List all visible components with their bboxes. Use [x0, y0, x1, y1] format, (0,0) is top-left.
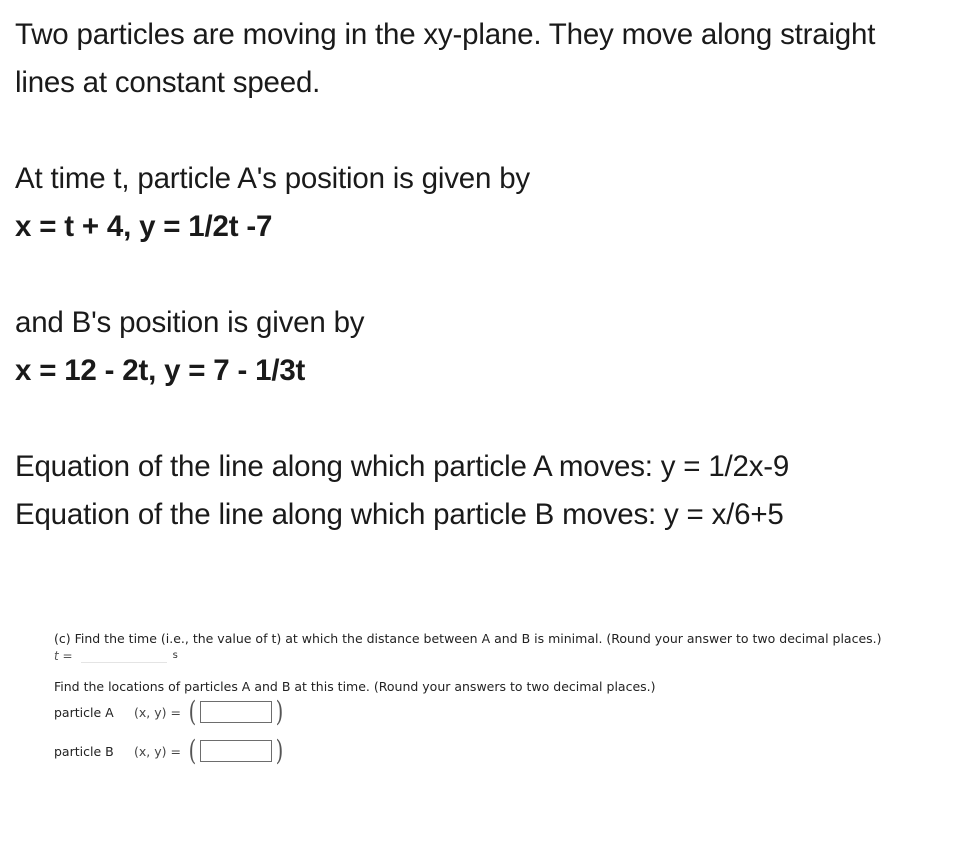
question-c-prompt: (c) Find the time (i.e., the value of t) at which the distance between A and B is minimal. (Round your answer to two decimal places.) [54, 631, 882, 646]
particle-a-description [15, 155, 530, 251]
particle-a-xy-label: (x, y) = [134, 704, 181, 720]
particle-a-open-paren: ( [188, 695, 197, 728]
time-label: t = [54, 648, 73, 663]
particle-b-location-input[interactable] [200, 740, 272, 762]
time-answer-row [54, 648, 178, 663]
particle-a-label: particle A [54, 704, 114, 720]
locations-prompt: Find the locations of particles A and B at this time. (Round your answers to two decimal places.) [54, 679, 656, 694]
line-equation-b: Equation of the line along which particle B moves: y = x/6+5 [15, 498, 784, 531]
particle-b-open-paren: ( [188, 734, 197, 767]
particle-a-close-paren: ) [275, 695, 284, 728]
particle-b-close-paren: ) [275, 734, 284, 767]
particle-a-answer-row [54, 696, 285, 728]
intro-text [15, 11, 875, 107]
intro-line-2: lines at constant speed. [15, 66, 321, 99]
particle-b-label: particle B [54, 743, 114, 759]
particle-a-location-input[interactable] [200, 701, 272, 723]
particle-b-equation: x = 12 - 2t, y = 7 - 1/3t [15, 354, 306, 387]
particle-a-equation: x = t + 4, y = 1/2t -7 [15, 210, 273, 243]
intro-line-1: Two particles are moving in the xy-plane. They move along straight [15, 18, 876, 51]
particle-b-answer-row [54, 735, 285, 767]
particle-a-text: At time t, particle A's position is given by [15, 162, 530, 195]
particle-b-description [15, 299, 364, 395]
time-unit: s [172, 650, 178, 661]
particle-b-xy-label: (x, y) = [134, 743, 181, 759]
particle-b-text: and B's position is given by [15, 306, 365, 339]
time-input[interactable] [81, 648, 167, 663]
line-equation-a: Equation of the line along which particle A moves: y = 1/2x-9 [15, 450, 790, 483]
line-equations [15, 443, 789, 539]
